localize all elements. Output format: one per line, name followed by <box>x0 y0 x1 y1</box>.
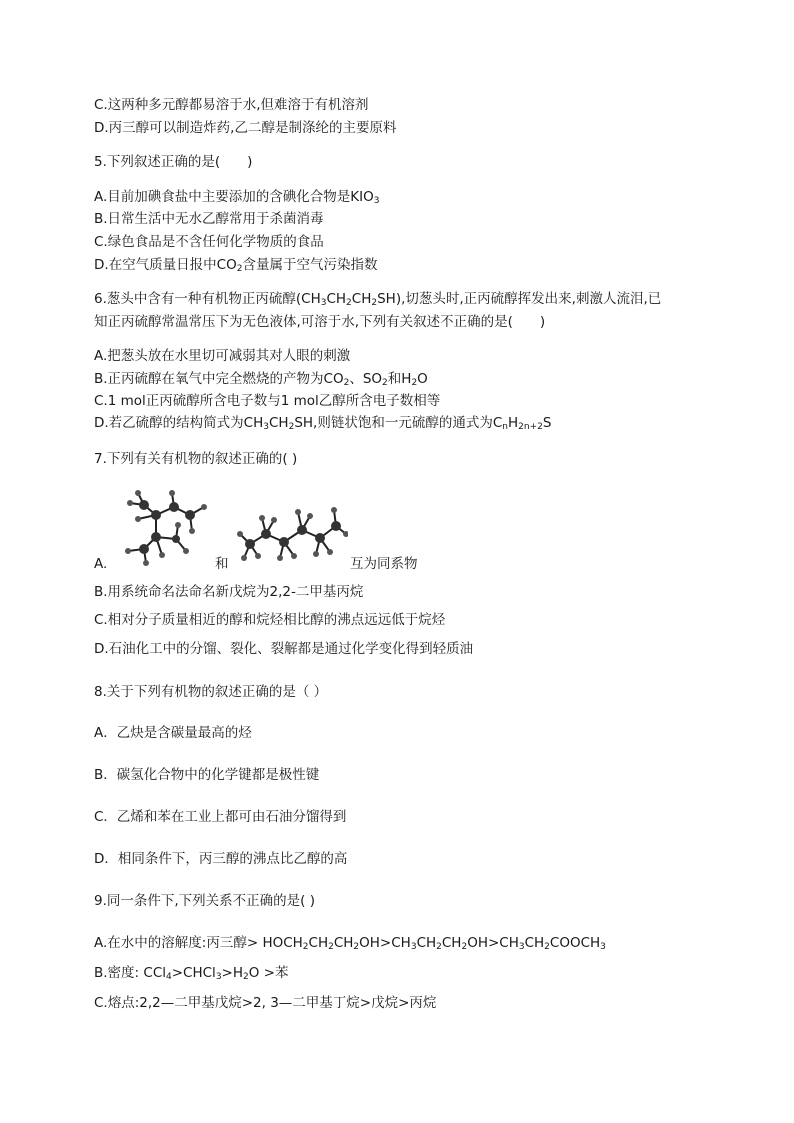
q6-option-d: D.若乙硫醇的结构简式为$CH_3CH_2SH$,则链状饱和一元硫醇的通式为$C_nH_{2n+2}S$ <box>94 415 552 432</box>
q9-option-c: C.熔点:2,2—二甲基戊烷>2, 3—二甲基丁烷>戊烷>丙烷 <box>94 995 437 1011</box>
q9-stem: 9.同一条件下,下列关系不正确的是( ) <box>94 893 315 909</box>
q8-option-d: D．相同条件下，丙三醇的沸点比乙醇的高 <box>94 851 348 867</box>
q5-stem: 5.下列叙述正确的是( ) <box>94 154 253 170</box>
q9-option-a: A.在水中的溶解度:丙三醇> $HOCH_2CH_2CH_2OH>CH_3CH_2CH_2OH>CH_3CH_2COOCH_3$ <box>94 935 606 952</box>
q5-option-b: B.日常生活中无水乙醇常用于杀菌消毒 <box>94 211 324 227</box>
q7-option-d: D.石油化工中的分馏、裂化、裂解都是通过化学变化得到轻质油 <box>94 641 474 657</box>
q6-option-c: C.1 mol正丙硫醇所含电子数与1 mol乙醇所含电子数相等 <box>94 393 441 409</box>
q6-stem-line2: 知正丙硫醇常温常压下为无色液体,可溶于水,下列有关叙述不正确的是( ) <box>94 314 546 330</box>
q5-option-d: D.在空气质量日报中$CO_2$含量属于空气污染指数 <box>94 257 378 274</box>
q7-option-a-and: 和 <box>215 556 229 572</box>
q8-option-c: C．乙烯和苯在工业上都可由石油分馏得到 <box>94 809 347 825</box>
q8-option-a: A．乙炔是含碳量最高的烃 <box>94 725 252 741</box>
q5-option-a: A.目前加碘食盐中主要添加的含碘化合物是$KIO_3$ <box>94 189 380 206</box>
q9-option-b: B.密度: $CCl_4>CHCl_3>H_2O$ >苯 <box>94 965 289 982</box>
q6-option-b: B.正丙硫醇在氧气中完全燃烧的产物为$CO_2$、$SO_2$和$H_2O$ <box>94 371 428 388</box>
molecule-model-1-image <box>116 487 216 567</box>
q4-option-c: C.这两种多元醇都易溶于水,但难溶于有机溶剂 <box>94 97 369 113</box>
q7-option-a-label: A. <box>94 556 108 572</box>
q7-option-b: B.用系统命名法命名新戊烷为2,2-二甲基丙烷 <box>94 584 364 600</box>
q6-option-a: A.把葱头放在水里切可减弱其对人眼的刺激 <box>94 348 351 364</box>
q6-stem-line1: 6.葱头中含有一种有机物正丙硫醇$(CH_3CH_2CH_2SH)$,切葱头时,正丙硫醇挥发出来,刺激人流泪,已 <box>94 291 662 308</box>
q5-option-c: C.绿色食品是不含任何化学物质的食品 <box>94 234 324 250</box>
q8-stem: 8.关于下列有机物的叙述正确的是（ ） <box>94 684 328 700</box>
q7-stem: 7.下列有关有机物的叙述正确的( ) <box>94 451 298 467</box>
q7-option-c: C.相对分子质量相近的醇和烷烃相比醇的沸点远远低于烷烃 <box>94 612 446 628</box>
q8-option-b: B．碳氢化合物中的化学键都是极性键 <box>94 767 320 783</box>
q7-option-a-tail: 互为同系物 <box>350 556 418 572</box>
molecule-1-atoms <box>125 490 207 566</box>
molecule-model-2-image <box>236 498 348 568</box>
q4-option-d: D.丙三醇可以制造炸药,乙二醇是制涤纶的主要原料 <box>94 120 397 136</box>
